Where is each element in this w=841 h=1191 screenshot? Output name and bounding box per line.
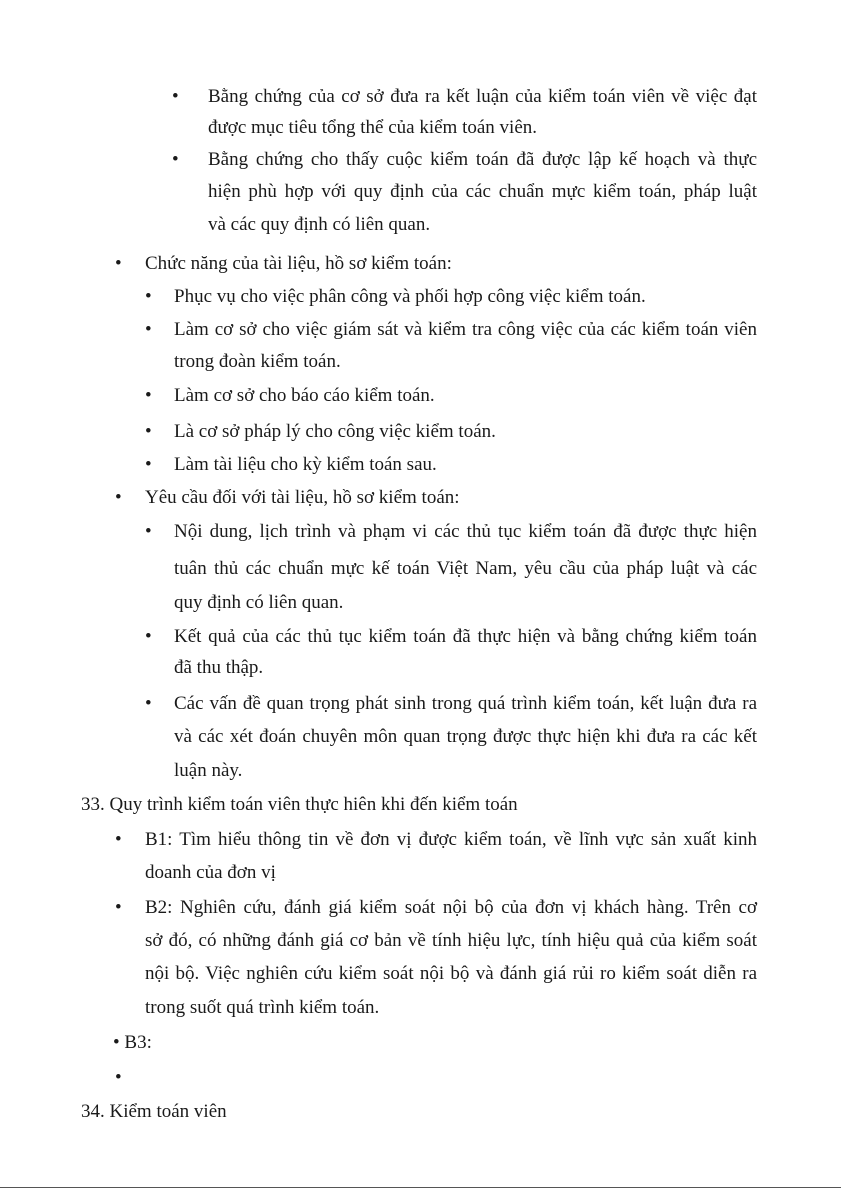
evidence-planning-line-2: hiện phù hợp với quy định của các chuẩn mực kiểm toán, pháp luật (208, 181, 757, 202)
function-item-line: Làm cơ sở cho việc giám sát và kiểm tra công việc của các kiểm toán viên (174, 319, 757, 340)
bullet-symbol: • (115, 897, 122, 918)
function-item-line: Làm cơ sở cho báo cáo kiểm toán. (174, 385, 435, 406)
bullet-symbol: • (145, 521, 152, 542)
bottom-rule (0, 1187, 841, 1188)
evidence-conclusion-line-1: Bằng chứng của cơ sở đưa ra kết luận của kiểm toán viên về việc đạt (208, 86, 757, 107)
step-b1-line: doanh của đơn vị (145, 862, 276, 883)
requirement-item-line: Các vấn đề quan trọng phát sinh trong quá trình kiểm toán, kết luận đưa ra (174, 693, 757, 714)
step-b2-line: sở đó, có những đánh giá cơ bản về tính hiệu lực, tính hiệu quả của kiểm soát (145, 930, 757, 951)
function-item-line: Là cơ sở pháp lý cho công việc kiểm toán. (174, 421, 496, 442)
requirements-heading: Yêu cầu đối với tài liệu, hồ sơ kiểm toán: (145, 487, 460, 508)
bullet-symbol: • (145, 626, 152, 647)
functions-heading: Chức năng của tài liệu, hồ sơ kiểm toán: (145, 253, 452, 274)
bullet-symbol: • (145, 385, 152, 406)
bullet-symbol: • (145, 319, 152, 340)
evidence-conclusion-line-2: được mục tiêu tổng thể của kiểm toán viên. (208, 117, 538, 138)
function-item-line: trong đoàn kiểm toán. (174, 351, 341, 372)
step-b2-line: nội bộ. Việc nghiên cứu kiểm soát nội bộ và đánh giá rủi ro kiểm soát diễn ra (145, 963, 757, 984)
function-item-line: Phục vụ cho việc phân công và phối hợp công việc kiểm toán. (174, 286, 646, 307)
bullet-symbol: • (172, 86, 179, 107)
bullet-symbol: • (145, 693, 152, 714)
empty-bullet: • (115, 1067, 122, 1088)
step-b1-line: B1: Tìm hiểu thông tin về đơn vị được kiểm toán, về lĩnh vực sản xuất kinh (145, 829, 757, 850)
requirement-item-line: đã thu thập. (174, 657, 264, 678)
evidence-planning-line-3: và các quy định có liên quan. (208, 214, 431, 235)
step-b3: • B3: (113, 1032, 152, 1053)
bullet-symbol: • (145, 286, 152, 307)
requirement-item-line: luận này. (174, 760, 243, 781)
bullet-symbol: • (172, 149, 179, 170)
section-34-heading: 34. Kiểm toán viên (81, 1101, 227, 1122)
requirement-item-line: và các xét đoán chuyên môn quan trọng được thực hiện khi đưa ra các kết (174, 726, 757, 747)
step-b2-line: trong suốt quá trình kiểm toán. (145, 997, 380, 1018)
bullet-symbol: • (115, 829, 122, 850)
requirement-item-line: Nội dung, lịch trình và phạm vi các thủ tục kiểm toán đã được thực hiện (174, 521, 757, 542)
bullet-symbol: • (115, 253, 122, 274)
section-33-heading: 33. Quy trình kiểm toán viên thực hiên khi đến kiểm toán (81, 794, 518, 815)
step-b2-line: B2: Nghiên cứu, đánh giá kiểm soát nội bộ của đơn vị khách hàng. Trên cơ (145, 897, 757, 918)
bullet-symbol: • (145, 421, 152, 442)
evidence-planning-line-1: Bằng chứng cho thấy cuộc kiểm toán đã được lập kế hoạch và thực (208, 149, 757, 170)
function-item-line: Làm tài liệu cho kỳ kiểm toán sau. (174, 454, 437, 475)
requirement-item-line: tuân thủ các chuẩn mực kế toán Việt Nam, yêu cầu của pháp luật và các (174, 558, 757, 579)
bullet-symbol: • (115, 487, 122, 508)
requirement-item-line: Kết quả của các thủ tục kiểm toán đã thực hiện và bằng chứng kiểm toán (174, 626, 757, 647)
requirement-item-line: quy định có liên quan. (174, 592, 344, 613)
bullet-symbol: • (145, 454, 152, 475)
